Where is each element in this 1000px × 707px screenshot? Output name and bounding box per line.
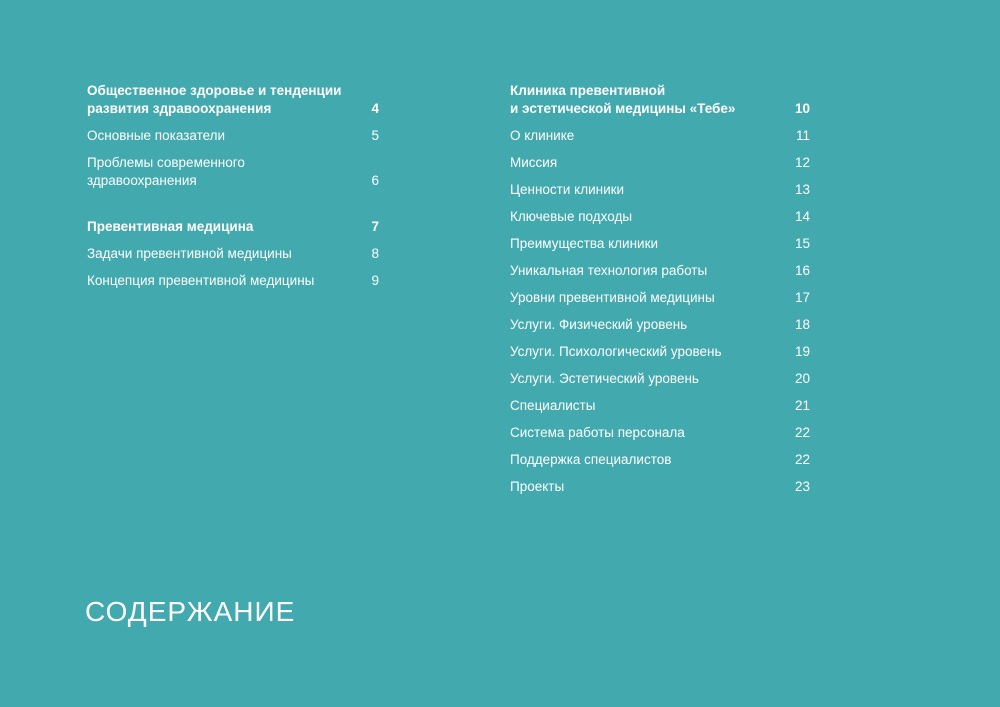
toc-entry-page-number: 22 <box>794 452 810 467</box>
toc-section <box>87 218 379 290</box>
toc-entry-title: Специалисты <box>510 398 596 413</box>
toc-entry-page-number: 8 <box>371 246 379 261</box>
toc-entry-title: Ключевые подходы <box>510 209 633 224</box>
toc-entry-title: Клиника превентивной и эстетической медицины «Тебе» <box>510 83 736 116</box>
toc-left-column <box>87 82 379 318</box>
toc-entry-page-number: 9 <box>371 273 379 288</box>
toc-entry-title: Проблемы современного здравоохранения <box>87 155 245 188</box>
toc-entry-title: Задачи превентивной медицины <box>87 246 292 261</box>
toc-entry-title: Уровни превентивной медицины <box>510 290 715 305</box>
toc-entry-page-number: 17 <box>794 290 810 305</box>
toc-section <box>87 82 379 190</box>
toc-entry-page-number: 15 <box>794 236 810 251</box>
toc-entry[interactable] <box>510 235 810 253</box>
toc-entry-title: Услуги. Психологический уровень <box>510 344 722 359</box>
toc-entry-page-number: 12 <box>794 155 810 170</box>
toc-entry[interactable] <box>510 208 810 226</box>
toc-entry[interactable] <box>510 127 810 145</box>
toc-entry[interactable] <box>87 127 379 145</box>
toc-entry-title: Услуги. Физический уровень <box>510 317 688 332</box>
toc-entry-page-number: 5 <box>371 128 379 143</box>
toc-entry[interactable] <box>510 181 810 199</box>
toc-entry-title: Концепция превентивной медицины <box>87 273 315 288</box>
toc-entry[interactable] <box>510 289 810 307</box>
toc-entry[interactable] <box>510 397 810 415</box>
toc-entry-title: О клинике <box>510 128 575 143</box>
toc-entry-page-number: 4 <box>371 101 379 116</box>
toc-entry-title: Услуги. Эстетический уровень <box>510 371 699 386</box>
toc-entry-page-number: 23 <box>794 479 810 494</box>
toc-section-heading[interactable] <box>87 218 379 236</box>
toc-entry-title: Уникальная технология работы <box>510 263 708 278</box>
toc-entry-page-number: 20 <box>794 371 810 386</box>
toc-entry-page-number: 19 <box>794 344 810 359</box>
toc-section-heading[interactable] <box>510 82 810 118</box>
page-title: СОДЕРЖАНИЕ <box>85 596 296 627</box>
toc-entry[interactable] <box>87 272 379 290</box>
toc-entry[interactable] <box>510 262 810 280</box>
toc-entry[interactable] <box>510 154 810 172</box>
toc-entry-page-number: 16 <box>794 263 810 278</box>
toc-entry-page-number: 21 <box>794 398 810 413</box>
toc-entry-page-number: 14 <box>794 209 810 224</box>
toc-entry-page-number: 7 <box>371 219 379 234</box>
toc-entry-title: Проекты <box>510 479 565 494</box>
toc-entry[interactable] <box>510 316 810 334</box>
toc-entry-title: Преимущества клиники <box>510 236 659 251</box>
toc-section-heading[interactable] <box>87 82 379 118</box>
toc-entry-title: Основные показатели <box>87 128 226 143</box>
toc-entry-page-number: 10 <box>794 101 810 116</box>
toc-entry-title: Поддержка специалистов <box>510 452 672 467</box>
toc-entry-title: Общественное здоровье и тенденции развития здравоохранения <box>87 83 342 116</box>
toc-entry-page-number: 13 <box>794 182 810 197</box>
toc-entry-page-number: 6 <box>371 173 379 188</box>
toc-entry-title: Превентивная медицина <box>87 219 254 234</box>
toc-entry[interactable] <box>87 154 379 190</box>
toc-entry-page-number: 11 <box>795 128 810 143</box>
toc-right-column <box>510 82 810 505</box>
toc-entry[interactable] <box>510 451 810 469</box>
toc-entry[interactable] <box>87 245 379 263</box>
toc-entry[interactable] <box>510 478 810 496</box>
toc-entry-page-number: 22 <box>794 425 810 440</box>
toc-entry[interactable] <box>510 343 810 361</box>
toc-entry[interactable] <box>510 370 810 388</box>
toc-entry[interactable] <box>510 424 810 442</box>
toc-entry-page-number: 18 <box>794 317 810 332</box>
toc-entry-title: Ценности клиники <box>510 182 625 197</box>
toc-entry-title: Миссия <box>510 155 558 170</box>
toc-entry-title: Система работы персонала <box>510 425 685 440</box>
